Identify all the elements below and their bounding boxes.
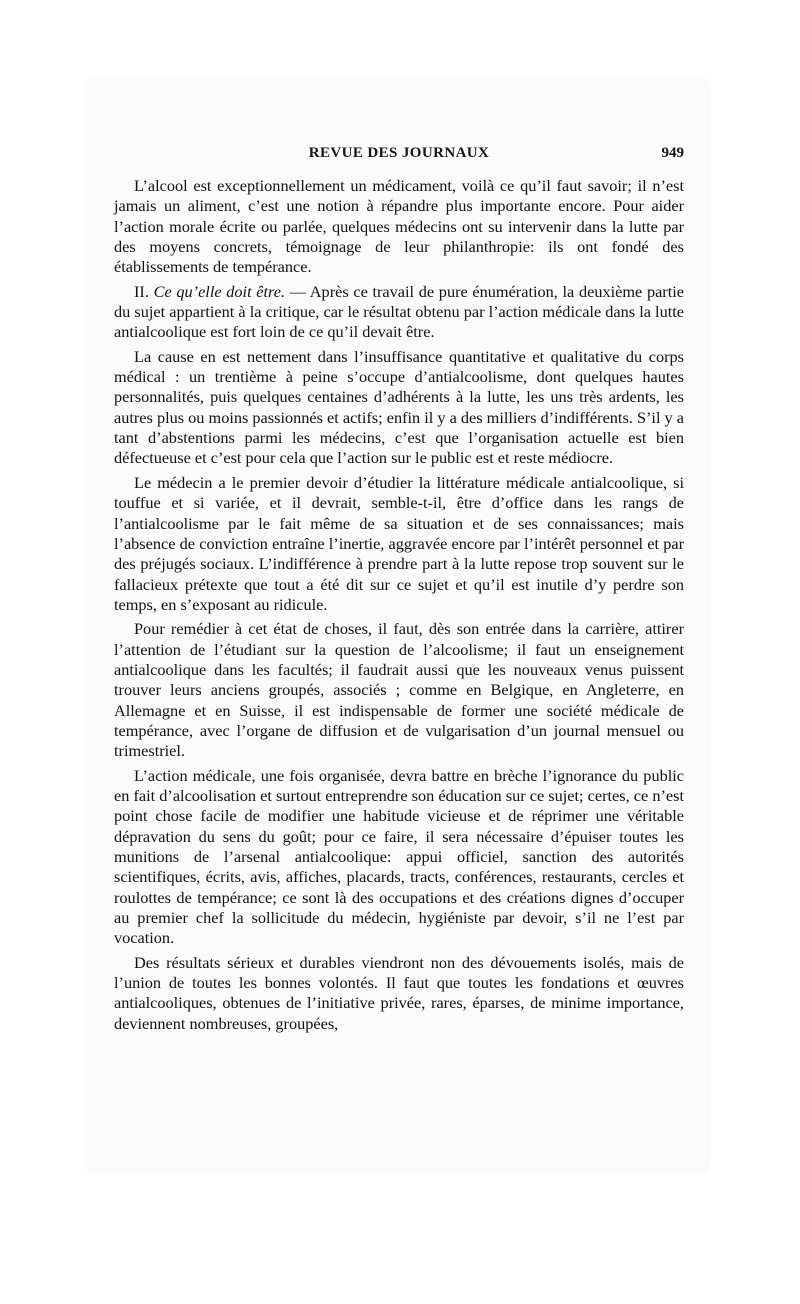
paragraph-text: — Après ce travail de pure énumération, la deuxième partie du sujet appartient à la critique, car le résultat obtenu par l’action médicale dans la lutte antialcoolique est fort loin de ce qu’il devait être.	[114, 281, 685, 342]
paragraph-section-ii	[114, 282, 684, 343]
section-title: Ce qu’elle doit être.	[153, 281, 286, 301]
page-number: 949	[661, 145, 684, 161]
paragraph: Pour remédier à cet état de choses, il faut, dès son entrée dans la carrière, attirer l’attention de l’étudiant sur la question de l’alcoolisme; il faut un enseignement antialcoolique dans les facultés; il faudrait aussi que les nouveaux venus puissent trouver leurs anciens groupés, associés ; comme en Belgique, en Angleterre, en Allemagne et en Suisse, il est indispensable de former une société médicale de tempérance, avec l’organe de diffusion et de vulgarisation d’un journal mensuel ou trimestriel.	[114, 619, 684, 761]
paragraph: Des résultats sérieux et durables viendront non des dévouements isolés, mais de l’union de toutes les bonnes volontés. Il faut que toutes les fondations et œuvres antialcooliques, obtenues de l’initiative privée, rares, éparses, de minime importance, deviennent nombreuses, groupées,	[114, 952, 684, 1033]
paragraph: Le médecin a le premier devoir d’étudier la littérature médicale antialcoolique, si touffue et si variée, et il devrait, semble-t-il, être d’office dans les rangs de l’antialcoolisme par le fait même de sa situation et de ses connaissances; mais l’absence de conviction entraîne l’inertie, aggravée encore par l’intérêt personnel et par des préjugés sociaux. L’indifférence à prendre part à la lutte repose trop souvent sur le fallacieux prétexte que tout a été dit sur ce sujet et qu’il est inutile d’y perdre son temps, en s’exposant au ridicule.	[114, 472, 684, 614]
page-header	[114, 145, 684, 169]
paragraph: La cause en est nettement dans l’insuffisance quantitative et qualitative du corps médical : un trentième à peine s’occupe d’antialcoolisme, dont quelques hautes personnalités, puis quelques centaines d’adhérents à la lutte, les uns très ardents, les autres plus ou moins passionnés et actifs; enfin il y a des milliers d’indifférents. S’il y a tant d’abstentions parmi les médecins, c’est que l’organisation actuelle est bien défectueuse et c’est pour cela que l’action sur le public est et reste médiocre.	[114, 346, 684, 468]
paragraph: L’action médicale, une fois organisée, devra battre en brèche l’ignorance du public en fait d’alcoolisation et surtout entreprendre son éducation sur ce sujet; certes, ce n’est point chose facile de modifier une habitude vicieuse et de réprimer une véritable dépravation du sens du goût; pour ce faire, il sera nécessaire d’épuiser toutes les munitions de l’arsenal antialcoolique: appui officiel, sanction des autorités scientifiques, écrits, avis, affiches, placards, tracts, conférences, restaurants, cercles et roulottes de tempérance; ce sont là des occupations et des créations dignes d’occuper au premier chef la sollicitude du médecin, hygiéniste par devoir, s’il ne l’est par vocation.	[114, 765, 684, 948]
running-head: REVUE DES JOURNAUX	[308, 145, 490, 161]
paragraph: L’alcool est exceptionnellement un médicament, voilà ce qu’il faut savoir; il n’est jamais un aliment, c’est une notion à répandre plus importante encore. Pour aider l’action morale écrite ou parlée, quelques médecins ont su intervenir dans la lutte par des moyens concrets, témoignage de leur philanthropie: ils ont fondé des établissements de tempérance.	[114, 176, 684, 277]
document-body	[114, 176, 684, 1034]
section-number: II.	[134, 281, 154, 301]
